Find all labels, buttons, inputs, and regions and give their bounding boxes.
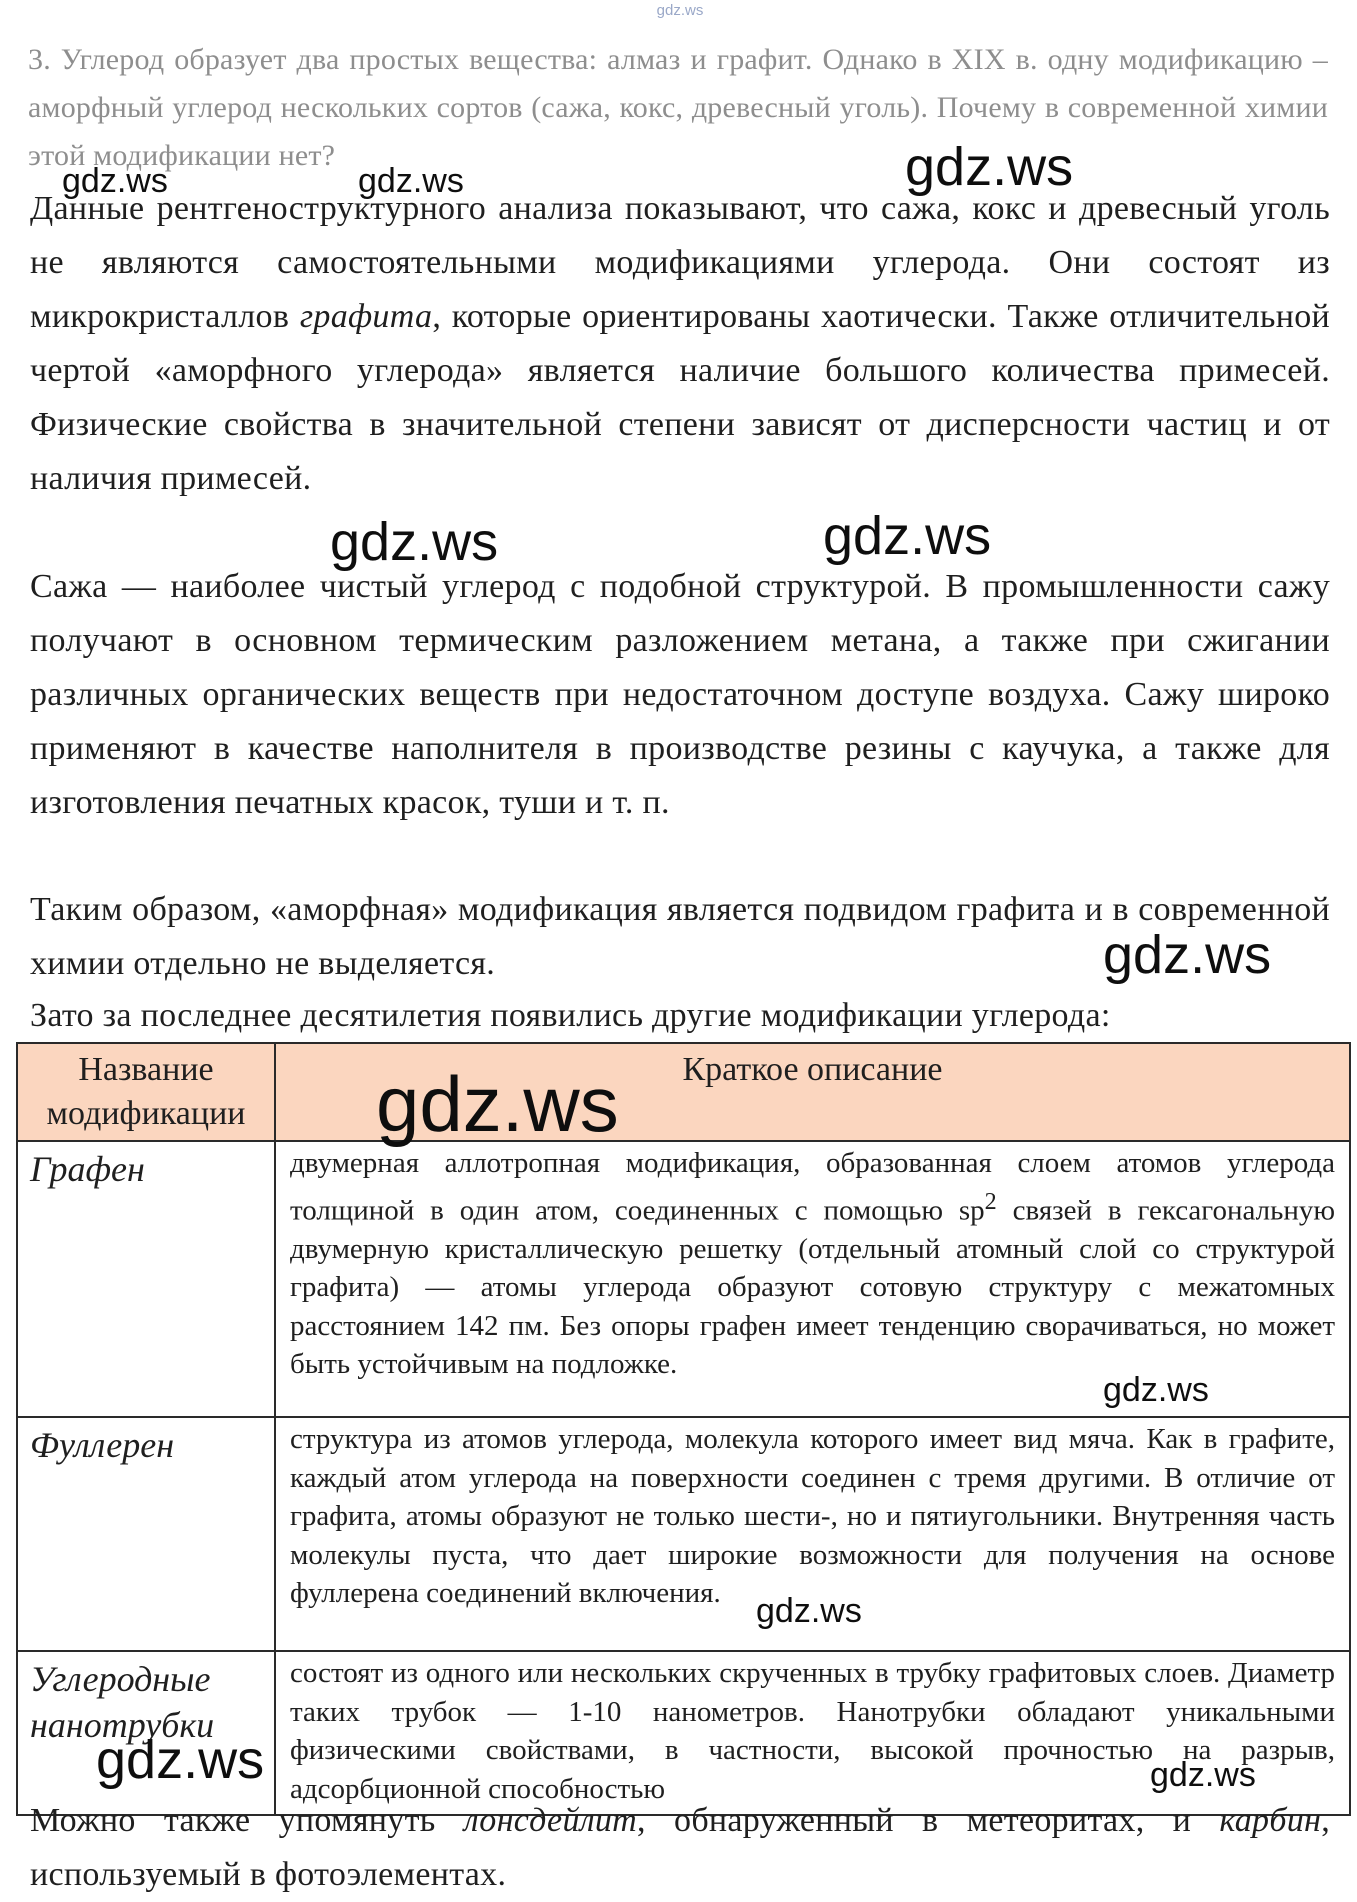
modification-description: структура из атомов углерода, молекула которого имеет вид мяча. Как в графите, каждый атом углерода на поверхности соединен с тремя другими. В отличие от графита, атомы образуют не только шести-, но и пятиугольники. Внутренняя часть молекулы пуста, что дает широкие возможности для получения на основе фуллерена соединений включения. [275, 1417, 1350, 1651]
question-text: 3. Углерод образует два простых вещества: алмаз и графит. Однако в XIX в. одну модификацию – аморфный углерод нескольких сортов (сажа, кокс, древесный уголь). Почему в современной химии этой модификации нет? [28, 43, 1328, 172]
watermark: gdz.ws [905, 137, 1074, 197]
answer-paragraph-1-end: , которые ориентированы хаотически. Также отличительной чертой «аморфного углерода» является наличие большого количества примесей. Физические свойства в значительной степени зависят от дисперсности частиц и от наличия примесей. [30, 298, 1331, 497]
answer-paragraph-3: Таким образом, «аморфная» модификация является подвидом графита и в современной химии отдельно не выделяется. [30, 891, 1330, 982]
watermark: gdz.ws [376, 1060, 619, 1148]
watermark: gdz.ws [330, 512, 499, 572]
modification-name: Фуллерен [17, 1417, 275, 1651]
watermark: gdz.ws [756, 1592, 862, 1630]
watermark: gdz.ws [1103, 925, 1272, 985]
watermark: gdz.ws [62, 162, 168, 200]
answer-paragraph-2: Сажа — наиболее чистый углерод с подобной структурой. В промышленности сажу получают в основном термическим разложением метана, а также при сжигании различных органических веществ при недостаточном доступе воздуха. Сажу широко применяют в качестве наполнителя в производстве резины с каучука, а также для изготовления печатных красок, туши и т. п. [30, 568, 1330, 821]
modification-description: состоят из одного или нескольких скрученных в трубку графитовых слоев. Диаметр таких трубок — 1-10 нанометров. Нанотрубки обладают уникальными физическими свойствами, в частности, высокой прочностью на разрыв, адсорбционной способностью [275, 1651, 1350, 1815]
watermark: gdz.ws [1150, 1756, 1256, 1794]
lonsdaleite-term: лонсдейлит [463, 1802, 638, 1839]
graphite-term: графита [299, 298, 433, 335]
description-text: двумерная аллотропная модификация, образованная слоем атомов углерода толщиной в один атом, соединенных с помощью sp [290, 1147, 1335, 1227]
carbyne-term: карбин [1219, 1802, 1322, 1839]
answer-paragraph-4: Зато за последнее десятилетия появились другие модификации углерода: [30, 997, 1111, 1034]
closing-text: , обнаруженный в метеоритах, и [637, 1802, 1220, 1839]
table-row [17, 1417, 1350, 1651]
answer-paragraph-1-start: Данные рентгеноструктурного анализа показывают, что сажа, кокс и древесный уголь не являются самостоятельными модификациями углерода. Они состоят из микрокристаллов [30, 190, 1330, 335]
table-header-row [17, 1043, 1350, 1141]
header-modification-name: Название модификации [17, 1043, 275, 1141]
header-short-description: Краткое описание [275, 1043, 1350, 1141]
answer-paragraph-1 [30, 182, 1330, 506]
closing-text: Можно также упомянуть [30, 1802, 464, 1839]
superscript: 2 [984, 1187, 997, 1215]
watermark: gdz.ws [823, 506, 992, 566]
modification-name: Графен [17, 1141, 275, 1417]
modification-name: Углеродные нанотрубки [17, 1651, 275, 1815]
watermark: gdz.ws [1103, 1371, 1209, 1409]
closing-paragraph [30, 1794, 1330, 1902]
description-text: связей в гексагональную двумерную кристаллическую решетку (отдельный атомный слой со структурой графита) — атомы углерода образуют сотовую структуру с межатомных расстоянием 142 пм. Без опоры графен имеет тенденцию сворачиваться, но может быть устойчивым на подложке. [290, 1194, 1336, 1381]
carbon-modifications-table [16, 1042, 1351, 1816]
closing-text: , используемый в фотоэлементах. [30, 1802, 1330, 1893]
watermark: gdz.ws [358, 162, 464, 200]
site-watermark-top: gdz.ws [656, 2, 704, 19]
watermark: gdz.ws [96, 1730, 265, 1790]
